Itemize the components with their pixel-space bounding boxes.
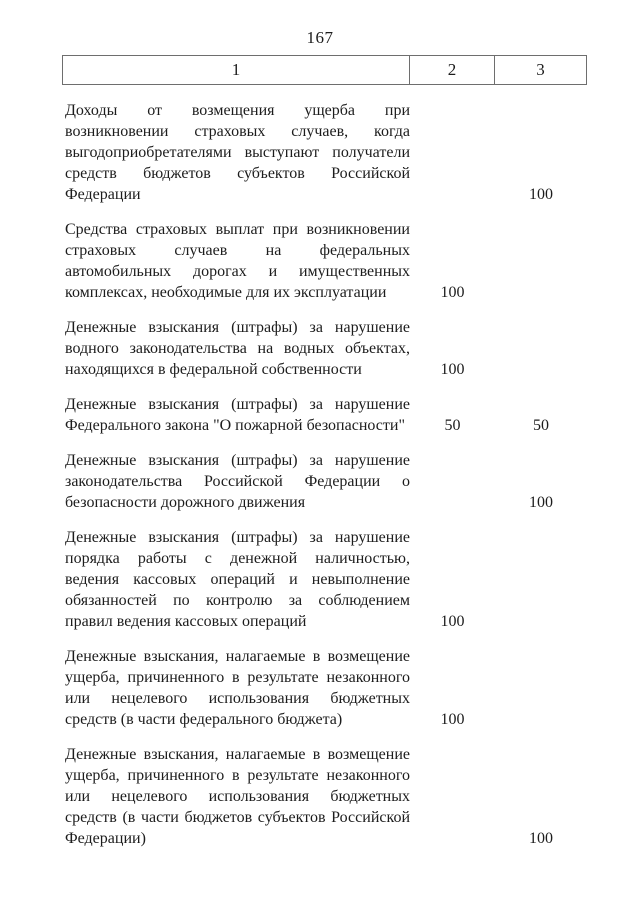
row-value-col2: 50 xyxy=(444,417,461,434)
row-description: Доходы от возмещения ущерба при возникновении страховых случаев, когда выгодоприобретателями выступают получатели средств бюджетов субъектов Российской Федерации xyxy=(65,102,410,203)
row-value-col2: 100 xyxy=(440,613,465,630)
column-header-2: 2 xyxy=(410,56,495,84)
table-row xyxy=(65,527,587,632)
table-body xyxy=(65,85,587,849)
column-header-1: 1 xyxy=(63,56,410,84)
table-row xyxy=(65,450,587,513)
row-description: Средства страховых выплат при возникновении страховых случаев на федеральных автомобильных дорогах и имущественных комплексах, необходимые для их эксплуатации xyxy=(65,221,410,301)
row-value-col2: 100 xyxy=(440,361,465,378)
column-header-3: 3 xyxy=(536,60,545,79)
row-value-col3: 50 xyxy=(533,417,549,434)
row-value-col3: 100 xyxy=(529,494,553,511)
table-row xyxy=(65,646,587,730)
row-value-col3: 100 xyxy=(529,186,553,203)
row-description: Денежные взыскания (штрафы) за нарушение Федерального закона "О пожарной безопасности" xyxy=(65,396,410,434)
table-row xyxy=(65,317,587,380)
row-description: Денежные взыскания (штрафы) за нарушение водного законодательства на водных объектах, находящихся в федеральной собственности xyxy=(65,319,410,378)
row-description: Денежные взыскания, налагаемые в возмещение ущерба, причиненного в результате незаконного или нецелевого использования бюджетных средств (в части федерального бюджета) xyxy=(65,648,410,728)
row-value-col3: 100 xyxy=(529,830,553,847)
table-row xyxy=(65,219,587,303)
row-description: Денежные взыскания (штрафы) за нарушение порядка работы с денежной наличностью, ведения кассовых операций и невыполнение обязанностей по контролю за соблюдением правил ведения кассовых операций xyxy=(65,529,410,630)
row-description: Денежные взыскания, налагаемые в возмещение ущерба, причиненного в результате незаконного или нецелевого использования бюджетных средств (в части бюджетов субъектов Российской Федерации) xyxy=(65,746,410,847)
table-row xyxy=(65,744,587,849)
row-description: Денежные взыскания (штрафы) за нарушение законодательства Российской Федерации о безопасности дорожного движения xyxy=(65,452,410,511)
table-header xyxy=(62,55,587,85)
page-number: 167 xyxy=(306,28,334,47)
row-value-col2: 100 xyxy=(440,284,465,301)
table-row xyxy=(65,100,587,205)
row-value-col2: 100 xyxy=(440,711,465,728)
table-row xyxy=(65,394,587,436)
